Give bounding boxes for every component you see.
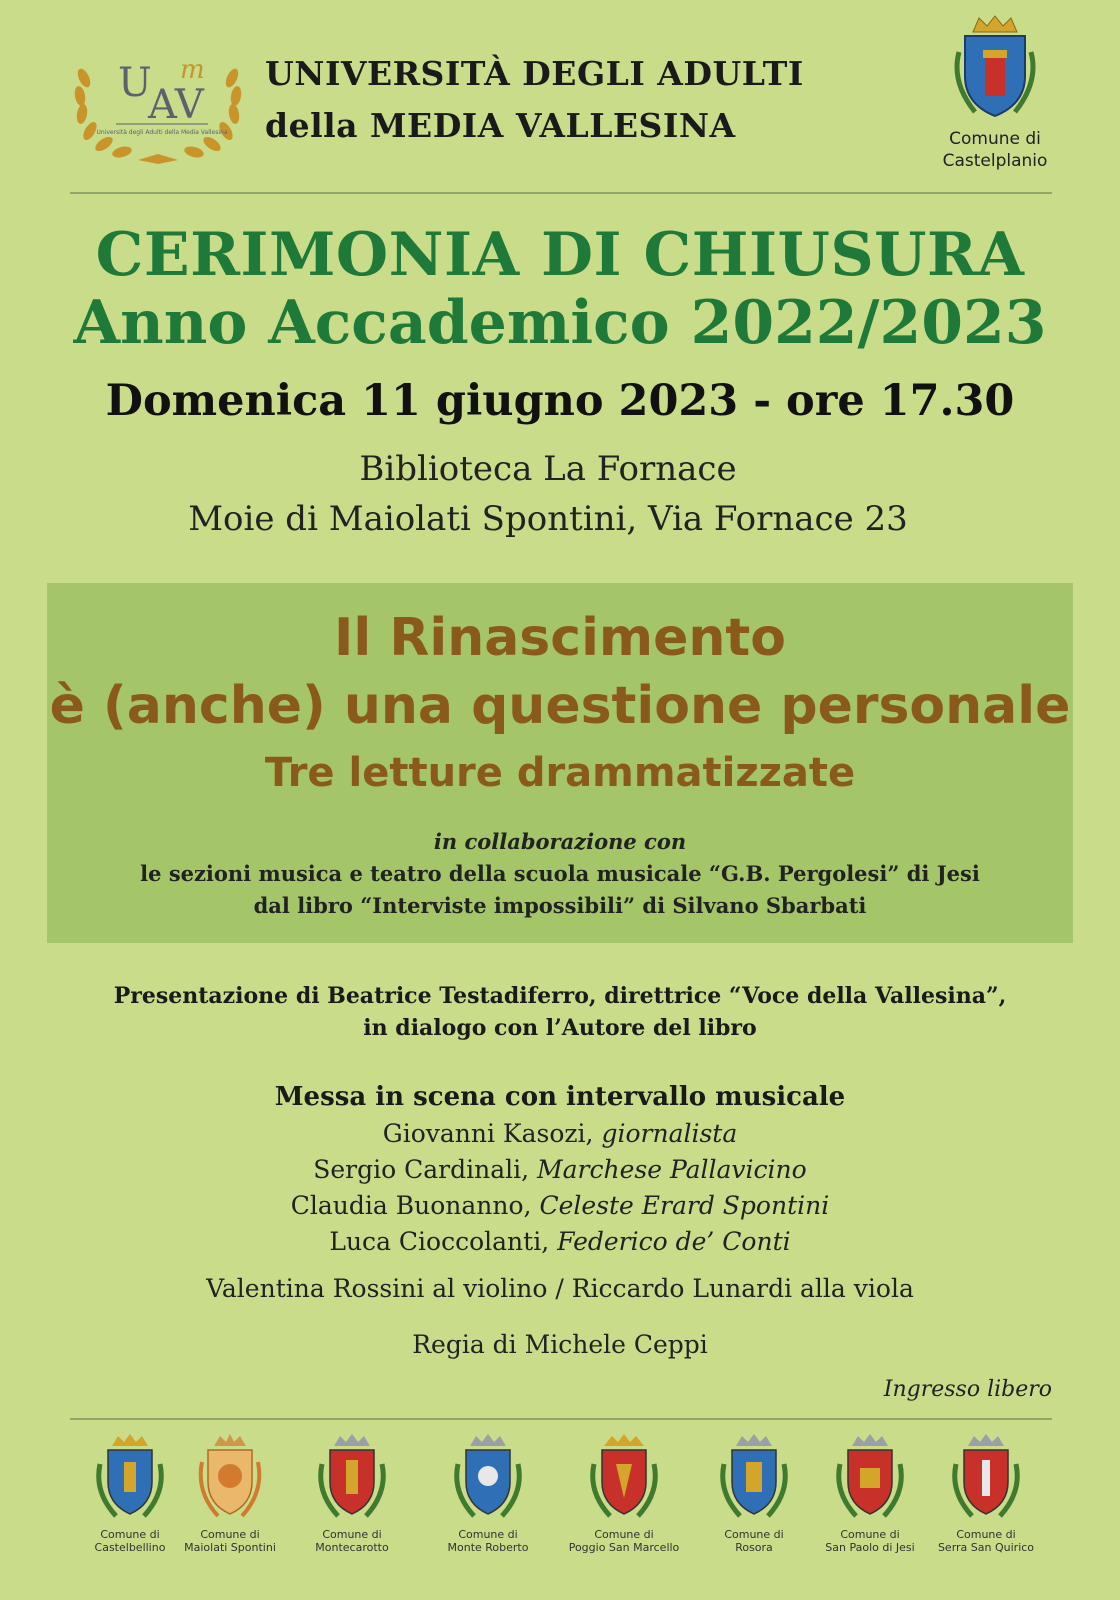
comune-maiolati-spontini: [170, 1432, 290, 1554]
cast-name: Claudia Buonanno,: [290, 1191, 532, 1220]
collab-line-1: le sezioni musica e teatro della scuola musicale “G.B. Pergolesi” di Jesi: [140, 861, 980, 886]
director: Regia di Michele Ceppi: [412, 1330, 708, 1359]
highlight-subtitle: Tre letture drammatizzate: [264, 750, 856, 796]
coat-of-arms-icon: [945, 12, 1045, 124]
cast-name: Luca Cioccolanti,: [329, 1227, 550, 1256]
comune-name: Rosora: [735, 1541, 773, 1554]
comune-name: Monte Roberto: [447, 1541, 529, 1554]
cast-heading: Messa in scena con intervallo musicale: [274, 1082, 846, 1112]
venue-line-2: Moie di Maiolati Spontini, Via Fornace 23: [188, 499, 908, 539]
organization-title: [265, 48, 804, 152]
event-datetime: Domenica 11 giugno 2023 - ore 17.30: [105, 376, 1015, 426]
musicians: Valentina Rossini al violino / Riccardo Lunardi alla viola: [206, 1274, 914, 1303]
laurel-wreath-icon: [68, 38, 248, 168]
comune-rosora: [694, 1432, 814, 1554]
logo-letters-m: m: [180, 55, 205, 85]
cast-member: [0, 1224, 1120, 1260]
comune-prefix: Comune di: [724, 1528, 784, 1541]
org-line-2: della MEDIA VALLESINA: [265, 106, 736, 145]
comune-prefix: Comune di: [594, 1528, 654, 1541]
cast-role: giornalista: [601, 1119, 738, 1148]
comune-prefix: Comune di: [100, 1528, 160, 1541]
comune-label-line2: Castelplanio: [942, 151, 1048, 171]
cast-role: Federico de’ Conti: [557, 1227, 791, 1256]
logo-letters-av: AV: [148, 82, 204, 128]
cast-role: Marchese Pallavicino: [537, 1155, 807, 1184]
venue-line-1: Biblioteca La Fornace: [359, 449, 737, 489]
presentation-line-1: Presentazione di Beatrice Testadiferro, direttrice “Voce della Vallesina”,: [113, 983, 1007, 1009]
comune-montecarotto: [292, 1432, 412, 1554]
cast-name: Giovanni Kasozi,: [382, 1119, 594, 1148]
comune-san-paolo-di-jesi: [810, 1432, 930, 1554]
coat-of-arms-icon: [314, 1432, 390, 1524]
coat-of-arms-icon: [92, 1432, 168, 1524]
highlight-box: [47, 583, 1073, 943]
collab-intro: in collaborazione con: [433, 829, 687, 854]
logo-caption: Università degli Adulti della Media Vallesina: [96, 129, 228, 136]
comune-name: Castelbellino: [94, 1541, 166, 1554]
comune-castelplanio: [920, 12, 1070, 172]
comune-name: Montecarotto: [315, 1541, 389, 1554]
comune-name: Maiolati Spontini: [184, 1541, 276, 1554]
header-divider: [70, 192, 1052, 194]
comune-name: Poggio San Marcello: [568, 1541, 680, 1554]
coat-of-arms-icon: [832, 1432, 908, 1524]
comune-prefix: Comune di: [956, 1528, 1016, 1541]
comune-label-line1: Comune di: [949, 129, 1041, 149]
event-venue: [0, 444, 1096, 544]
highlight-title-line-2: è (anche) una questione personale: [49, 676, 1071, 736]
presentation-line-2: in dialogo con l’Autore del libro: [363, 1015, 757, 1041]
coat-of-arms-icon: [192, 1432, 268, 1524]
comune-prefix: Comune di: [458, 1528, 518, 1541]
presentation: [0, 980, 1120, 1044]
coat-of-arms-icon: [948, 1432, 1024, 1524]
comune-prefix: Comune di: [840, 1528, 900, 1541]
comune-name: Serra San Quirico: [937, 1541, 1035, 1554]
cast-list: [0, 1116, 1120, 1260]
logo-letters-u: U: [118, 60, 152, 106]
cast-member: [0, 1188, 1120, 1224]
comune-prefix: Comune di: [200, 1528, 260, 1541]
org-line-1: UNIVERSITÀ DEGLI ADULTI: [265, 54, 804, 93]
footer-divider: [70, 1418, 1052, 1420]
academic-year: Anno Accademico 2022/2023: [73, 288, 1047, 358]
coat-of-arms-icon: [716, 1432, 792, 1524]
event-title: CERIMONIA DI CHIUSURA: [95, 220, 1025, 290]
comune-serra-san-quirico: [926, 1432, 1046, 1554]
comune-poggio-san-marcello: [564, 1432, 684, 1554]
coat-of-arms-icon: [586, 1432, 662, 1524]
uam-logo: [68, 38, 248, 168]
admission-note: Ingresso libero: [883, 1377, 1052, 1402]
cast-name: Sergio Cardinali,: [313, 1155, 530, 1184]
collab-line-2: dal libro “Interviste impossibili” di Silvano Sbarbati: [253, 893, 867, 918]
cast-member: [0, 1152, 1120, 1188]
comune-name: San Paolo di Jesi: [825, 1541, 915, 1554]
cast-role: Celeste Erard Spontini: [539, 1191, 830, 1220]
cast-member: [0, 1116, 1120, 1152]
coat-of-arms-icon: [450, 1432, 526, 1524]
footer-comuni: [70, 1432, 1050, 1582]
highlight-title-line-1: Il Rinascimento: [334, 608, 786, 668]
comune-monte-roberto: [428, 1432, 548, 1554]
comune-prefix: Comune di: [322, 1528, 382, 1541]
